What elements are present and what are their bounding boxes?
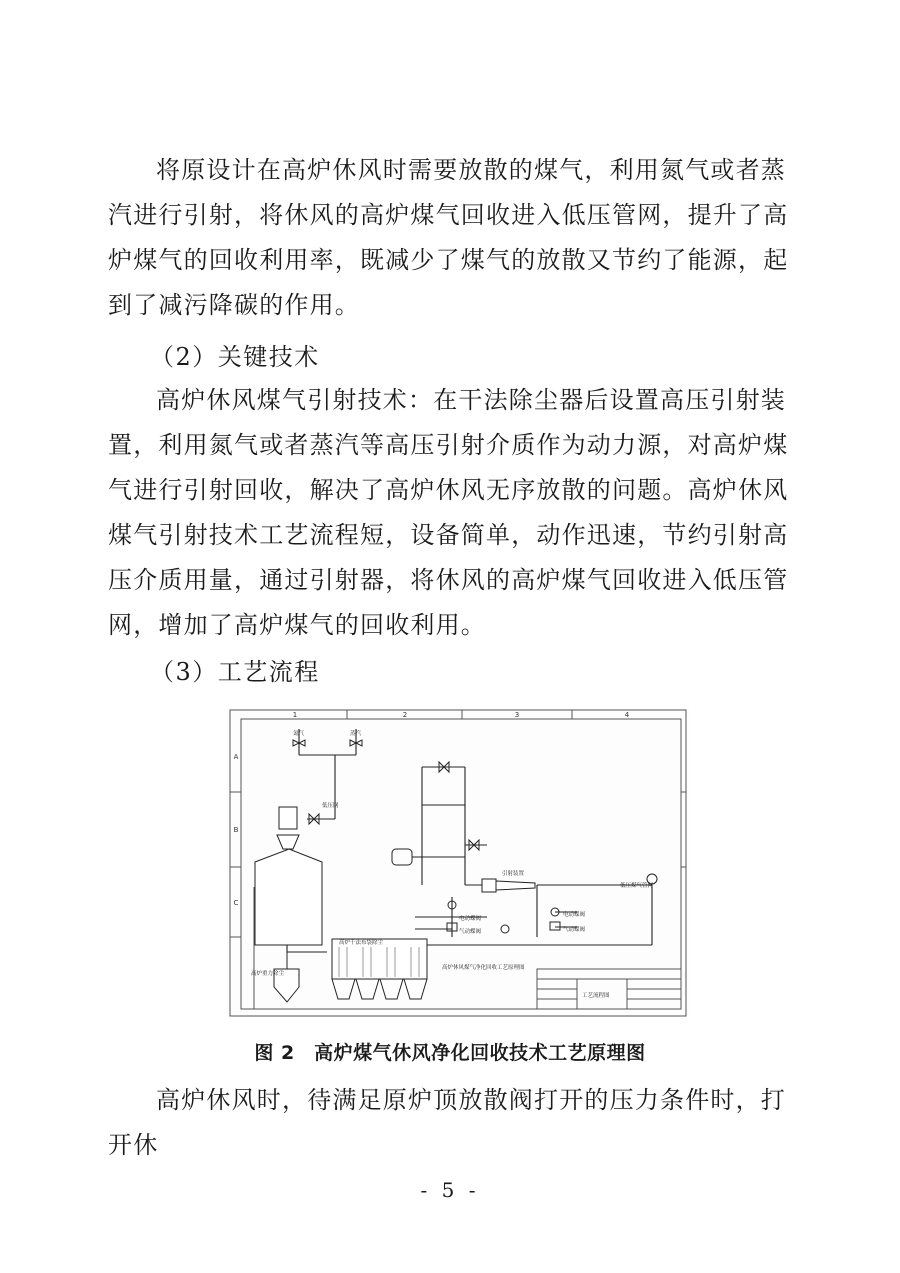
grid-col-3: 3 — [514, 711, 520, 719]
section-heading-key-tech: （2）关键技术 — [150, 343, 320, 371]
label-drawing-title: 高炉休风煤气净化回收工艺原理图 — [442, 965, 525, 971]
label-gravity-dust-catcher: 高炉重力除尘 — [251, 971, 285, 977]
figure-caption: 图 2 高炉煤气休风净化回收技术工艺原理图 — [254, 1042, 646, 1064]
ejector-body — [482, 879, 496, 892]
paragraph-shutdown: 高炉休风时，待满足原炉顶放散阀打开的压力条件时，打开休 — [108, 1086, 786, 1159]
page-number: - 5 - — [420, 1178, 480, 1202]
label-steam: 蒸汽 — [350, 731, 362, 737]
label-electric-valve-1: 电动蝶阀 — [459, 916, 482, 922]
section-heading-process: （3）工艺流程 — [150, 658, 320, 686]
grid-row-b: B — [233, 826, 239, 834]
label-low-gas-main: 低压煤气管网 — [620, 883, 654, 889]
grid-row-a: A — [233, 753, 239, 761]
ejector-cone — [496, 881, 535, 890]
label-nitrogen: 氮气 — [293, 731, 305, 737]
label-ejector: 引射装置 — [502, 871, 525, 877]
label-low-pressure-net: 低压网 — [322, 803, 339, 809]
process-diagram — [227, 707, 689, 1019]
blast-furnace-body — [255, 849, 322, 945]
label-pneumatic-valve-1: 气动蝶阀 — [459, 929, 482, 935]
label-pneumatic-valve-2: 气动蝶阀 — [563, 927, 586, 933]
label-dry-dust-bag: 高炉干法布袋除尘 — [339, 940, 384, 946]
grid-col-2: 2 — [402, 711, 408, 719]
grid-col-1: 1 — [292, 711, 298, 719]
paragraph-intro: 将原设计在高炉休风时需要放散的煤气，利用氮气或者蒸汽进行引射，将休风的高炉煤气回收进入低压管网，提升了高炉煤气的回收利用率，既减少了煤气的放散又节约了能源，起到了减污降碳的作用。 — [108, 156, 789, 319]
label-title-block: 工艺流程图 — [582, 993, 610, 999]
paragraph-key-tech: 高炉休风煤气引射技术：在干法除尘器后设置高压引射装置，利用氮气或者蒸汽等高压引射介质作为动力源，对高炉煤气进行引射回收，解决了高炉休风无序放散的问题。高炉休风煤气引射技术工艺流程短，设备简单，动作迅速，节约引射高压介质用量，通过引射器，将休风的高炉煤气回收进入低压管网，增加了高炉煤气的回收利用。 — [108, 386, 789, 639]
furnace-top-box — [279, 807, 297, 829]
grid-col-4: 4 — [624, 711, 630, 719]
grid-row-c: C — [233, 899, 239, 907]
label-electric-valve-2: 电动蝶阀 — [563, 912, 586, 918]
